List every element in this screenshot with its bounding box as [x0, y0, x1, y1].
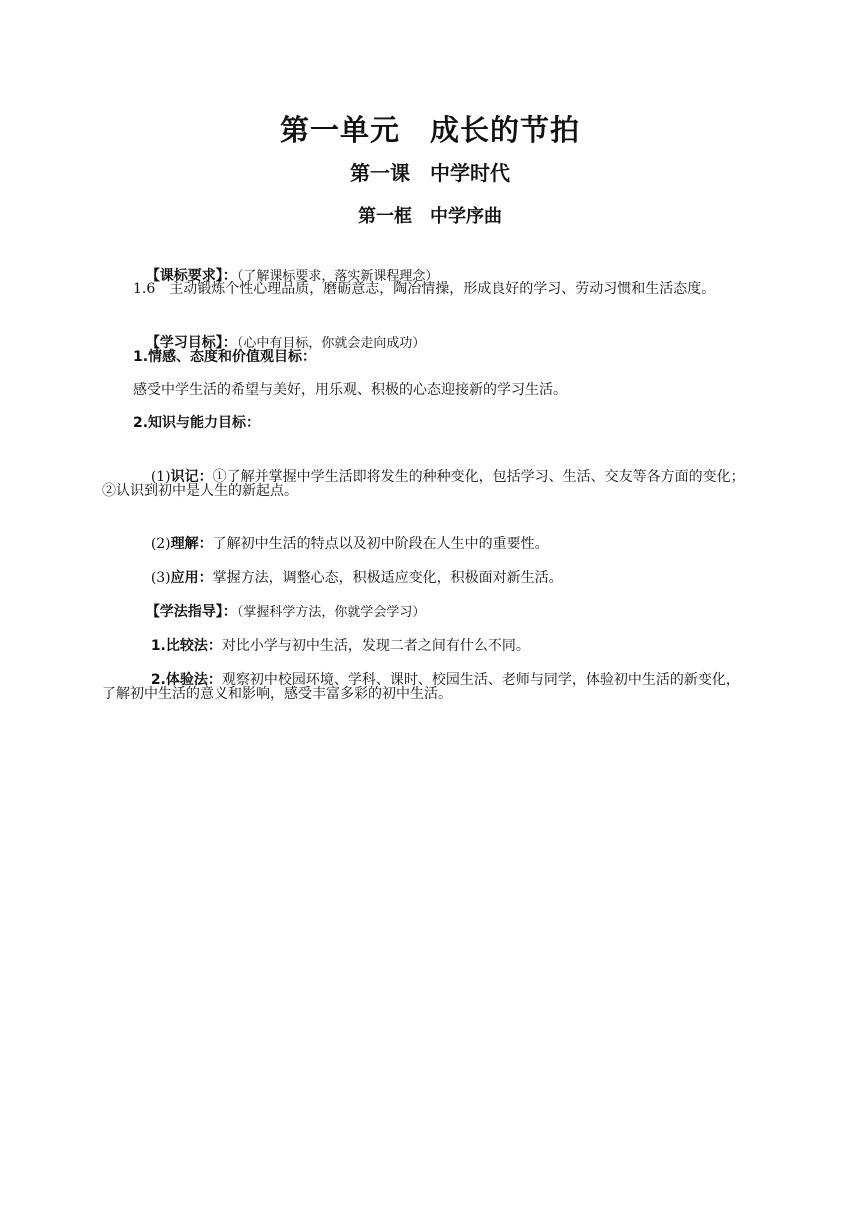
method2-label: 2.体验法： — [150, 672, 222, 688]
methods-label: 【学法指导】： — [145, 604, 237, 620]
understand-prefix: (2) — [150, 536, 171, 552]
method2-text-line1: 观察初中校园环境、学科、课时、校园生活、老师与同学，体验初中生活的新变化， — [221, 672, 740, 688]
goal1-heading: 1.情感、态度和价值观目标： — [133, 349, 317, 365]
curriculum-note: （了解课标要求，落实新课程理念） — [236, 269, 439, 284]
recall-text-line1: ①了解并掌握中学生活即将发生的种种变化，包括学习、生活、交友等各方面的变化； — [212, 469, 745, 485]
understand-label: 理解： — [170, 536, 213, 552]
recall-text-line2: ②认识到初中是人生的新起点。 — [102, 483, 298, 499]
recall-prefix: (1) — [150, 469, 171, 485]
goal1-text: 感受中学生活的希望与美好，用乐观、积极的心态迎接新的学习生活。 — [133, 382, 567, 398]
lesson-title: 第一课 中学时代 — [350, 161, 510, 185]
method1-label: 1.比较法： — [150, 638, 222, 654]
objectives-note: （心中有目标，你就会走向成功） — [236, 336, 426, 351]
goal2-heading: 2.知识与能力目标： — [133, 415, 261, 431]
recall-label: 识记： — [170, 469, 213, 485]
unit-title: 第一单元 成长的节拍 — [279, 113, 580, 147]
methods-note: （掌握科学方法，你就学会学习） — [236, 605, 426, 620]
method2-text-line2: 了解初中生活的意义和影响，感受丰富多彩的初中生活。 — [102, 686, 452, 702]
apply-label: 应用： — [170, 570, 213, 586]
method1-text: 对比小学与初中生活，发现二者之间有什么不同。 — [221, 638, 530, 654]
frame-title: 第一框 中学序曲 — [358, 206, 502, 227]
apply-prefix: (3) — [150, 570, 171, 586]
objectives-label: 【学习目标】： — [145, 335, 237, 351]
curriculum-label: 【课标要求】： — [145, 268, 237, 284]
curriculum-item: 1.6 主动锻炼个性心理品质，磨砺意志，陶冶情操，形成良好的学习、劳动习惯和生活态度。 — [133, 281, 716, 297]
understand-text: 了解初中生活的特点以及初中阶段在人生中的重要性。 — [212, 536, 549, 552]
apply-text: 掌握方法，调整心态，积极适应变化，积极面对新生活。 — [212, 570, 563, 586]
